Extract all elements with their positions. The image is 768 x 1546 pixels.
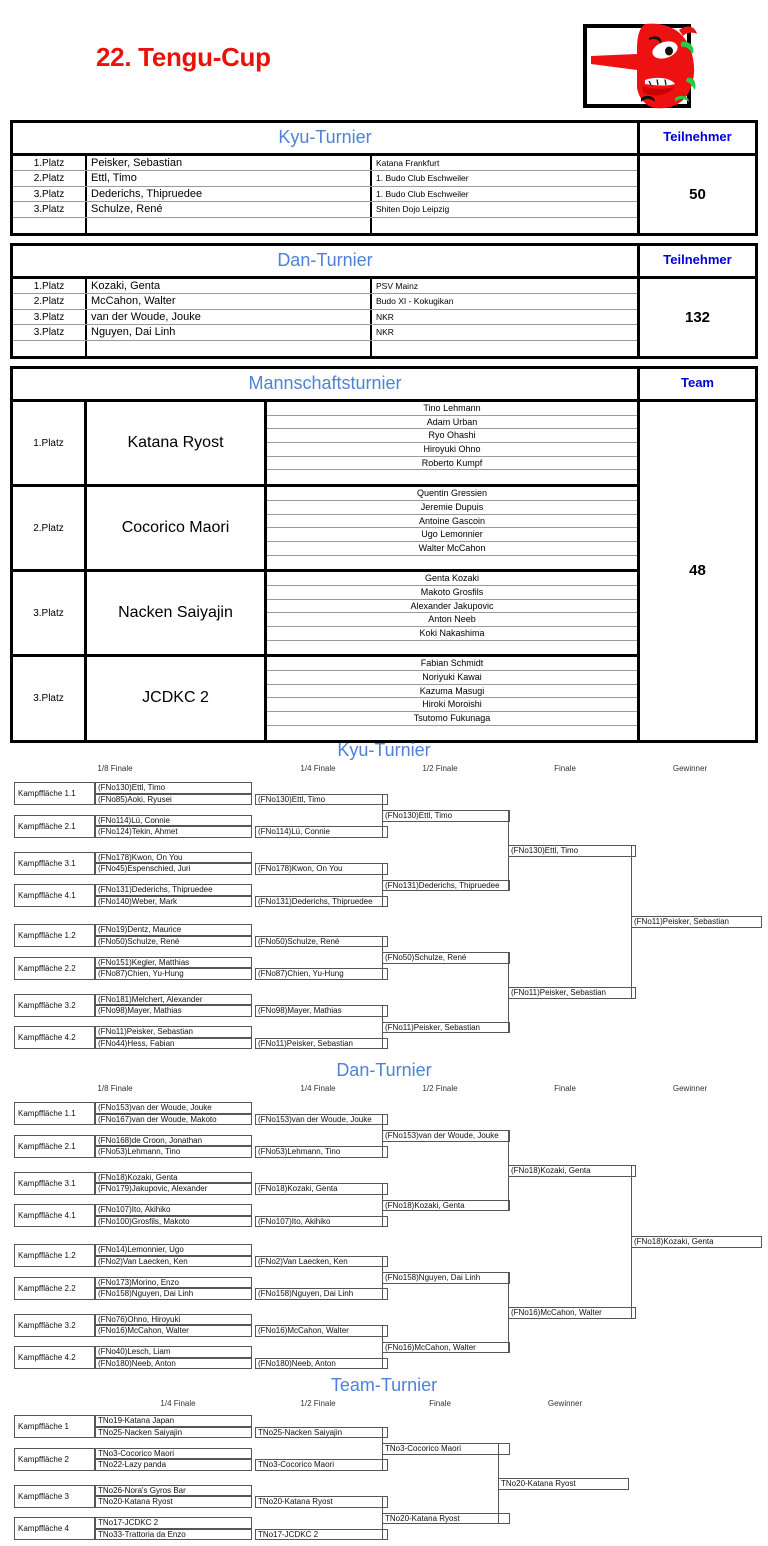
- bracket-entry-final: (FNo130)Ettl, Timo: [508, 845, 636, 857]
- member-row: Hiroki Moroishi: [267, 698, 637, 712]
- place-cell: 3.Platz: [13, 310, 87, 324]
- table-title: Kyu-Turnier: [278, 127, 372, 147]
- place-cell: 3.Platz: [13, 202, 87, 216]
- fight-area-label: Kampffläche 2.2: [14, 957, 95, 980]
- bracket-connector: [508, 810, 509, 891]
- bracket-connector: [508, 1272, 509, 1353]
- bracket-entry-sf: (FNo153)van der Woude, Jouke: [382, 1130, 510, 1142]
- round-header: 1/4 Finale: [300, 764, 336, 773]
- bracket-entry-r16: (FNo40)Lesch, Liam: [95, 1346, 252, 1358]
- bracket-entry-sf: TNo17-JCDKC 2: [255, 1529, 388, 1541]
- bracket-entry-final: TNo3-Cocorico Maori: [382, 1443, 510, 1455]
- place-cell: [13, 341, 87, 356]
- round-header: 1/2 Finale: [300, 1399, 336, 1408]
- round-header: 1/8 Finale: [97, 1084, 133, 1093]
- team-members: [267, 657, 637, 739]
- fight-area-label: Kampffläche 1.2: [14, 924, 95, 947]
- bracket-entry-r16: (FNo130)Ettl, Timo: [95, 782, 252, 794]
- bracket-entry-r16: (FNo14)Lemonnier, Ugo: [95, 1244, 252, 1256]
- team-members: [267, 402, 637, 484]
- table-title: Dan-Turnier: [277, 250, 373, 270]
- bracket-entry-sf: TNo3-Cocorico Maori: [255, 1459, 388, 1471]
- bracket-entry-r16: (FNo85)Aoki, Ryusei: [95, 794, 252, 806]
- bracket-entry-winner: TNo20-Katana Ryost: [498, 1478, 629, 1490]
- member-row: Roberto Kumpf: [267, 457, 637, 471]
- member-row: Adam Urban: [267, 416, 637, 430]
- bracket-entry-r16: (FNo11)Peisker, Sebastian: [95, 1026, 252, 1038]
- table-title: Mannschaftsturnier: [248, 373, 402, 393]
- bracket-entry-qf: (FNo18)Kozaki, Genta: [255, 1183, 388, 1195]
- club-cell: 1. Budo Club Eschweiler: [376, 173, 469, 184]
- bracket-entry-qf: (FNo178)Kwon, On You: [255, 863, 388, 875]
- bracket-entry-qf: (FNo53)Lehmann, Tino: [255, 1146, 388, 1158]
- club-cell: PSV Mainz: [376, 281, 419, 291]
- bracket-entry-sf: (FNo11)Peisker, Sebastian: [382, 1022, 510, 1034]
- bracket-entry-r16: (FNo76)Ohno, Hiroyuki: [95, 1314, 252, 1326]
- member-row: Antoine Gascoin: [267, 515, 637, 529]
- table-row: [13, 294, 637, 309]
- fight-area-label: Kampffläche 2.2: [14, 1277, 95, 1300]
- team-name-cell: Katana Ryost: [87, 402, 267, 484]
- bracket-entry-qf: (FNo98)Mayer, Mathias: [255, 1005, 388, 1017]
- fight-area-label: Kampffläche 1.1: [14, 1102, 95, 1125]
- bracket-entry-r16: (FNo158)Nguyen, Dai Linh: [95, 1288, 252, 1300]
- table-row: [13, 279, 637, 294]
- member-row: Jeremie Dupuis: [267, 501, 637, 515]
- bracket-entry-qf: (FNo11)Peisker, Sebastian: [255, 1038, 388, 1050]
- table-row: [13, 325, 637, 340]
- round-header: 1/2 Finale: [422, 1084, 458, 1093]
- member-row-empty: [267, 641, 637, 655]
- tengu-mask-logo: [583, 20, 701, 112]
- place-cell: 1.Platz: [13, 156, 87, 170]
- round-header: 1/2 Finale: [422, 764, 458, 773]
- round-header: 1/8 Finale: [97, 764, 133, 773]
- dan-bracket: [0, 1060, 768, 1370]
- bracket-entry-qf: (FNo107)Ito, Akihiko: [255, 1216, 388, 1228]
- bracket-entry-final: (FNo11)Peisker, Sebastian: [508, 987, 636, 999]
- bracket-connector: [631, 1165, 632, 1319]
- bracket-entry-qf: TNo19-Katana Japan: [95, 1415, 252, 1427]
- member-row: Noriyuki Kawai: [267, 671, 637, 685]
- place-cell: 3.Platz: [13, 572, 87, 654]
- bracket-entry-r16: (FNo151)Kegler, Matthias: [95, 957, 252, 969]
- name-cell: Dederichs, Thipruedee: [87, 187, 372, 201]
- member-row: Tsutomo Fukunaga: [267, 712, 637, 726]
- team-group: [13, 657, 637, 739]
- bracket-entry-r16: (FNo18)Kozaki, Genta: [95, 1172, 252, 1184]
- fight-area-label: Kampffläche 2.1: [14, 1135, 95, 1158]
- member-row: Fabian Schmidt: [267, 657, 637, 671]
- club-cell: [372, 218, 637, 233]
- bracket-entry-qf: (FNo114)Lü, Connie: [255, 826, 388, 838]
- member-row-empty: [267, 470, 637, 484]
- table-row: [13, 310, 637, 325]
- table-row: [13, 202, 637, 217]
- fight-area-label: Kampffläche 4.2: [14, 1346, 95, 1369]
- member-row: Koki Nakashima: [267, 627, 637, 641]
- bracket-entry-r16: (FNo107)Ito, Akihiko: [95, 1204, 252, 1216]
- member-row: Anton Neeb: [267, 613, 637, 627]
- bracket-entry-r16: (FNo180)Neeb, Anton: [95, 1358, 252, 1370]
- bracket-entry-final: (FNo16)McCahon, Walter: [508, 1307, 636, 1319]
- bracket-entry-r16: (FNo53)Lehmann, Tino: [95, 1146, 252, 1158]
- fight-area-label: Kampffläche 4.2: [14, 1026, 95, 1049]
- table-row: [13, 187, 637, 202]
- club-cell: Budo XI - Kokugikan: [376, 296, 454, 307]
- results-rows: [13, 279, 637, 356]
- team-count-label: Team: [637, 369, 755, 399]
- member-row: Makoto Grosfils: [267, 586, 637, 600]
- club-cell: NKR: [376, 327, 394, 338]
- bracket-entry-sf: (FNo50)Schulze, René: [382, 952, 510, 964]
- fight-area-label: Kampffläche 4.1: [14, 884, 95, 907]
- bracket-entry-r16: (FNo181)Melchert, Alexander: [95, 994, 252, 1006]
- bracket-entry-qf: TNo33-Trattoria da Enzo: [95, 1529, 252, 1541]
- kyu-results-table: [10, 120, 758, 236]
- bracket-entry-qf: (FNo130)Ettl, Timo: [255, 794, 388, 806]
- team-bracket: [0, 1375, 768, 1545]
- member-row: Quentin Gressien: [267, 487, 637, 501]
- bracket-entry-sf: (FNo18)Kozaki, Genta: [382, 1200, 510, 1212]
- bracket-entry-qf: TNo20-Katana Ryost: [95, 1496, 252, 1508]
- bracket-connector: [382, 863, 383, 907]
- participants-count: 50: [637, 156, 755, 233]
- bracket-connector: [631, 845, 632, 999]
- bracket-entry-r16: (FNo44)Hess, Fabian: [95, 1038, 252, 1050]
- kyu-bracket: [0, 740, 768, 1050]
- place-cell: 1.Platz: [13, 402, 87, 484]
- place-cell: 2.Platz: [13, 487, 87, 569]
- bracket-connector: [382, 936, 383, 980]
- fight-area-label: Kampffläche 2.1: [14, 815, 95, 838]
- participants-count: 132: [637, 279, 755, 356]
- bracket-entry-qf: (FNo180)Neeb, Anton: [255, 1358, 388, 1370]
- name-cell: McCahon, Walter: [87, 294, 372, 308]
- round-header: 1/4 Finale: [300, 1084, 336, 1093]
- bracket-entry-r16: (FNo178)Kwon, On You: [95, 852, 252, 864]
- team-group: [13, 402, 637, 487]
- page-title: 22. Tengu-Cup: [96, 42, 271, 72]
- place-cell: 3.Platz: [13, 187, 87, 201]
- bracket-entry-sf: (FNo130)Ettl, Timo: [382, 810, 510, 822]
- bracket-entry-qf: (FNo153)van der Woude, Jouke: [255, 1114, 388, 1126]
- bracket-entry-r16: (FNo114)Lü, Connie: [95, 815, 252, 827]
- bracket-connector: [382, 1114, 383, 1158]
- bracket-connector: [382, 1496, 383, 1540]
- round-header: Gewinner: [547, 1399, 583, 1408]
- member-row: Ryo Ohashi: [267, 429, 637, 443]
- bracket-entry-qf: (FNo16)McCahon, Walter: [255, 1325, 388, 1337]
- fight-area-label: Kampffläche 1: [14, 1415, 95, 1438]
- bracket-connector: [508, 952, 509, 1033]
- team-group: [13, 487, 637, 572]
- bracket-entry-r16: (FNo140)Weber, Mark: [95, 896, 252, 908]
- bracket-connector: [382, 794, 383, 838]
- table-row-empty: [13, 218, 637, 233]
- place-cell: 2.Platz: [13, 171, 87, 185]
- bracket-entry-sf: TNo20-Katana Ryost: [255, 1496, 388, 1508]
- bracket-entry-r16: (FNo100)Grosfils, Makoto: [95, 1216, 252, 1228]
- bracket-entry-qf: (FNo131)Dederichs, Thipruedee: [255, 896, 388, 908]
- name-cell: Nguyen, Dai Linh: [87, 325, 372, 339]
- club-cell: Shiten Dojo Leipzig: [376, 204, 450, 215]
- bracket-entry-winner: (FNo18)Kozaki, Genta: [631, 1236, 762, 1248]
- member-row-empty: [267, 726, 637, 740]
- fight-area-label: Kampffläche 3: [14, 1485, 95, 1508]
- fight-area-label: Kampffläche 3.2: [14, 1314, 95, 1337]
- bracket-title: Kyu-Turnier: [337, 740, 431, 760]
- bracket-entry-r16: (FNo168)de Croon, Jonathan: [95, 1135, 252, 1147]
- member-row: Kazuma Masugi: [267, 685, 637, 699]
- place-cell: 2.Platz: [13, 294, 87, 308]
- bracket-entry-qf: (FNo50)Schulze, René: [255, 936, 388, 948]
- bracket-entry-final: (FNo18)Kozaki, Genta: [508, 1165, 636, 1177]
- round-header: Finale: [554, 764, 576, 773]
- bracket-connector: [382, 1005, 383, 1049]
- bracket-entry-r16: (FNo2)Van Laecken, Ken: [95, 1256, 252, 1268]
- round-header: Gewinner: [672, 1084, 708, 1093]
- fight-area-label: Kampffläche 1.1: [14, 782, 95, 805]
- bracket-title: Team-Turnier: [330, 1375, 438, 1395]
- team-members: [267, 487, 637, 569]
- bracket-entry-r16: (FNo179)Jakupovic, Alexander: [95, 1183, 252, 1195]
- bracket-entry-r16: (FNo16)McCahon, Walter: [95, 1325, 252, 1337]
- bracket-entry-sf: (FNo16)McCahon, Walter: [382, 1342, 510, 1354]
- bracket-connector: [508, 1130, 509, 1211]
- member-row: Tino Lehmann: [267, 402, 637, 416]
- bracket-entry-qf: TNo26-Nora's Gyros Bar: [95, 1485, 252, 1497]
- bracket-entry-r16: (FNo87)Chien, Yu-Hung: [95, 968, 252, 980]
- bracket-entry-sf: TNo25-Nacken Saiyajin: [255, 1427, 388, 1439]
- bracket-connector: [498, 1443, 499, 1524]
- bracket-connector: [382, 1183, 383, 1227]
- page-header: [0, 0, 768, 118]
- fight-area-label: Kampffläche 3.2: [14, 994, 95, 1017]
- team-name-cell: JCDKC 2: [87, 657, 267, 739]
- bracket-entry-r16: (FNo153)van der Woude, Jouke: [95, 1102, 252, 1114]
- bracket-entry-r16: (FNo50)Schulze, René: [95, 936, 252, 948]
- bracket-entry-sf: (FNo131)Dederichs, Thipruedee: [382, 880, 510, 892]
- fight-area-label: Kampffläche 2: [14, 1448, 95, 1471]
- table-row: [13, 156, 637, 171]
- bracket-entry-qf: (FNo87)Chien, Yu-Hung: [255, 968, 388, 980]
- club-cell: Katana Frankfurt: [376, 158, 440, 168]
- team-results-table: [10, 366, 758, 743]
- name-cell: Schulze, René: [87, 202, 372, 216]
- bracket-connector: [382, 1256, 383, 1300]
- name-cell: Ettl, Timo: [87, 171, 372, 185]
- round-header: Finale: [429, 1399, 451, 1408]
- team-groups: [13, 402, 637, 740]
- member-row: Ugo Lemonnier: [267, 528, 637, 542]
- team-name-cell: Cocorico Maori: [87, 487, 267, 569]
- bracket-entry-r16: (FNo173)Morino, Enzo: [95, 1277, 252, 1289]
- bracket-entry-r16: (FNo45)Espenschied, Juri: [95, 863, 252, 875]
- club-cell: [372, 341, 637, 356]
- name-cell: Peisker, Sebastian: [87, 156, 372, 170]
- table-header-row: [13, 369, 755, 402]
- bracket-entry-qf: (FNo158)Nguyen, Dai Linh: [255, 1288, 388, 1300]
- team-count-value: 48: [637, 402, 755, 740]
- bracket-connector: [382, 1427, 383, 1471]
- bracket-entry-r16: (FNo167)van der Woude, Makoto: [95, 1114, 252, 1126]
- team-group: [13, 572, 637, 657]
- round-header: 1/4 Finale: [160, 1399, 196, 1408]
- bracket-entry-final: TNo20-Katana Ryost: [382, 1513, 510, 1525]
- name-cell: [87, 341, 372, 356]
- place-cell: 3.Platz: [13, 657, 87, 739]
- fight-area-label: Kampffläche 4: [14, 1517, 95, 1540]
- round-header: Gewinner: [672, 764, 708, 773]
- name-cell: [87, 218, 372, 233]
- team-members: [267, 572, 637, 654]
- bracket-entry-r16: (FNo98)Mayer, Mathias: [95, 1005, 252, 1017]
- dan-results-table: [10, 243, 758, 359]
- bracket-entry-qf: TNo25-Nacken Saiyajin: [95, 1427, 252, 1439]
- bracket-connector: [382, 1325, 383, 1369]
- member-row-empty: [267, 556, 637, 570]
- bracket-entry-qf: (FNo2)Van Laecken, Ken: [255, 1256, 388, 1268]
- place-cell: 3.Platz: [13, 325, 87, 339]
- table-row: [13, 171, 637, 186]
- round-header: Finale: [554, 1084, 576, 1093]
- fight-area-label: Kampffläche 3.1: [14, 852, 95, 875]
- bracket-entry-qf: TNo17-JCDKC 2: [95, 1517, 252, 1529]
- club-cell: 1. Budo Club Eschweiler: [376, 188, 469, 199]
- bracket-entry-winner: (FNo11)Peisker, Sebastian: [631, 916, 762, 928]
- bracket-entry-r16: (FNo131)Dederichs, Thipruedee: [95, 884, 252, 896]
- name-cell: van der Woude, Jouke: [87, 310, 372, 324]
- bracket-title: Dan-Turnier: [336, 1060, 432, 1080]
- member-row: Alexander Jakupovic: [267, 600, 637, 614]
- member-row: Hiroyuki Ohno: [267, 443, 637, 457]
- bracket-entry-r16: (FNo19)Dentz, Maurice: [95, 924, 252, 936]
- table-header-row: [13, 246, 755, 279]
- bracket-entry-qf: TNo22-Lazy panda: [95, 1459, 252, 1471]
- participants-label: Teilnehmer: [637, 123, 755, 153]
- table-header-row: [13, 123, 755, 156]
- bracket-entry-r16: (FNo124)Tekin, Ahmet: [95, 826, 252, 838]
- bracket-entry-sf: (FNo158)Nguyen, Dai Linh: [382, 1272, 510, 1284]
- member-row: Genta Kozaki: [267, 572, 637, 586]
- member-row: Walter McCahon: [267, 542, 637, 556]
- name-cell: Kozaki, Genta: [87, 279, 372, 293]
- team-name-cell: Nacken Saiyajin: [87, 572, 267, 654]
- fight-area-label: Kampffläche 3.1: [14, 1172, 95, 1195]
- bracket-entry-qf: TNo3-Cocorico Maori: [95, 1448, 252, 1460]
- place-cell: [13, 218, 87, 233]
- results-rows: [13, 156, 637, 233]
- fight-area-label: Kampffläche 4.1: [14, 1204, 95, 1227]
- participants-label: Teilnehmer: [637, 246, 755, 276]
- club-cell: NKR: [376, 311, 394, 322]
- fight-area-label: Kampffläche 1.2: [14, 1244, 95, 1267]
- table-row-empty: [13, 341, 637, 356]
- place-cell: 1.Platz: [13, 279, 87, 293]
